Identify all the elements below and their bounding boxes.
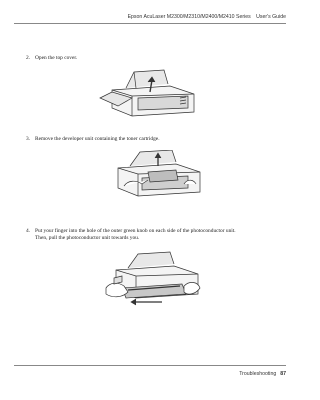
step-number: 3. <box>26 136 31 142</box>
step-text: Put your finger into the hole of the outer green knob on each side of the photoconductor unit. <box>35 228 236 234</box>
header-title: Epson AcuLaser M2300/M2310/M2400/M2410 Series <box>127 14 251 20</box>
step-4 <box>26 228 236 235</box>
header-rule <box>14 23 286 24</box>
step-text: Open the top cover. <box>35 55 78 61</box>
step-4-line-2 <box>26 235 139 242</box>
step-3 <box>26 136 160 143</box>
step-number: 4. <box>26 228 31 234</box>
remove-developer-unit-illustration <box>96 150 214 200</box>
step-text: Remove the developer unit containing the toner cartridge. <box>35 136 160 142</box>
running-header <box>0 14 286 20</box>
printer-top-cover-open-illustration <box>92 68 210 118</box>
footer-section: Troubleshooting <box>239 371 277 377</box>
pull-photoconductor-unit-illustration <box>92 248 212 310</box>
header-guide: User's Guide <box>256 14 286 20</box>
step-text-continued: Then, pull the photoconductor unit towards you. <box>35 235 140 241</box>
step-number: 2. <box>26 55 31 61</box>
running-footer <box>0 371 286 377</box>
page-number: 87 <box>280 371 286 377</box>
step-2 <box>26 55 77 62</box>
footer-rule <box>14 365 286 366</box>
